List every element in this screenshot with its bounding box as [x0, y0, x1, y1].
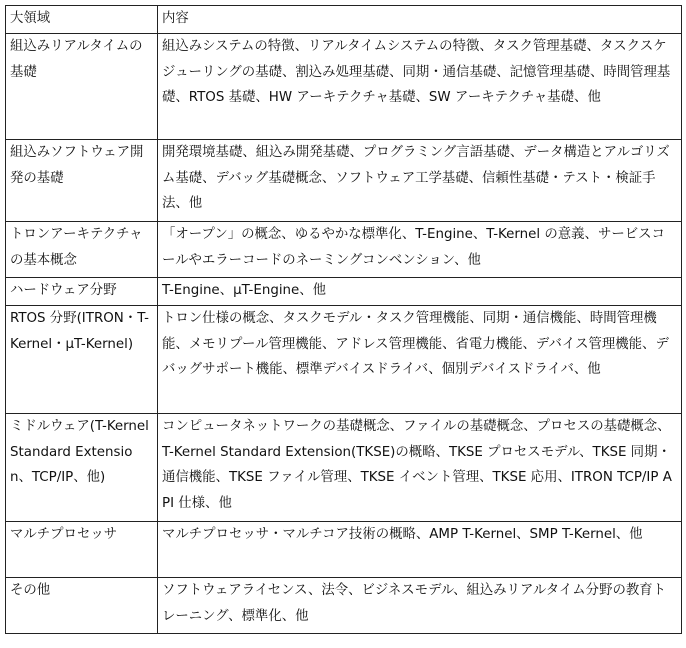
area-cell	[6, 578, 158, 634]
content-text: 「オープン」の概念、ゆるやかな標準化、T-Engine、T-Kernel の意義、サービスコールやエラーコードのネーミングコンベンション、他	[162, 227, 665, 268]
area-text: マルチプロセッサ	[10, 527, 118, 542]
area-text: RTOS 分野(ITRON・T-Kernel・μT-Kernel)	[10, 311, 149, 352]
content-text: 開発環境基礎、組込み開発基礎、プログラミング言語基礎、データ構造とアルゴリズム基礎、デバッグ基礎概念、ソフトウェア工学基礎、信頼性基礎・テスト・検証手法、他	[162, 145, 670, 211]
content-cell	[158, 306, 682, 414]
header-area-label: 大領域	[10, 11, 51, 26]
table-row	[6, 34, 682, 140]
table-row	[6, 414, 682, 522]
area-cell	[6, 414, 158, 522]
area-cell	[6, 222, 158, 278]
content-text: ソフトウェアライセンス、法令、ビジネスモデル、組込みリアルタイム分野の教育トレーニング、標準化、他	[162, 583, 667, 624]
table-row	[6, 140, 682, 222]
table-row	[6, 578, 682, 634]
area-cell	[6, 34, 158, 140]
area-cell	[6, 306, 158, 414]
content-cell	[158, 140, 682, 222]
content-cell	[158, 414, 682, 522]
area-cell	[6, 140, 158, 222]
table-row	[6, 522, 682, 578]
area-text: 組込みリアルタイムの基礎	[10, 39, 143, 80]
content-text: T-Engine、μT-Engine、他	[162, 283, 327, 298]
table-header-row	[6, 6, 682, 34]
area-text: トロンアーキテクチャの基本概念	[10, 227, 143, 268]
area-text: ミドルウェア(T-Kernel Standard Extension、TCP/IP、他)	[10, 419, 149, 485]
header-content-label: 内容	[162, 11, 189, 26]
area-text: 組込みソフトウェア開発の基礎	[10, 145, 144, 186]
content-text: 組込みシステムの特徴、リアルタイムシステムの特徴、タスク管理基礎、タスクスケジューリングの基礎、割込み処理基礎、同期・通信基礎、記憶管理基礎、時間管理基礎、RTOS 基礎、HW アーキテクチャ基礎、SW アーキテクチャ基礎、他	[162, 39, 671, 105]
content-text: マルチプロセッサ・マルチコア技術の概略、AMP T-Kernel、SMP T-Kernel、他	[162, 527, 643, 542]
content-cell	[158, 522, 682, 578]
content-cell	[158, 578, 682, 634]
syllabus-table	[5, 5, 682, 634]
content-cell	[158, 278, 682, 306]
area-cell	[6, 278, 158, 306]
content-cell	[158, 34, 682, 140]
area-text: ハードウェア分野	[10, 283, 117, 298]
content-cell	[158, 222, 682, 278]
table-row	[6, 306, 682, 414]
content-text: コンピュータネットワークの基礎概念、ファイルの基礎概念、プロセスの基礎概念、T-Kernel Standard Extension(TKSE)の概略、TKSE プロセスモデル、TKSE 同期・通信機能、TKSE ファイル管理、TKSE イベント管理、TKSE 応用、ITRON TCP/IP API 仕様、他	[162, 419, 672, 511]
table-row	[6, 278, 682, 306]
area-text: その他	[10, 583, 51, 598]
area-cell	[6, 522, 158, 578]
header-content	[158, 6, 682, 34]
content-text: トロン仕様の概念、タスクモデル・タスク管理機能、同期・通信機能、時間管理機能、メモリプール管理機能、アドレス管理機能、省電力機能、デバイス管理機能、デバッグサポート機能、標準デバイスドライバ、個別デバイスドライバ、他	[162, 311, 669, 377]
header-area	[6, 6, 158, 34]
table-row	[6, 222, 682, 278]
